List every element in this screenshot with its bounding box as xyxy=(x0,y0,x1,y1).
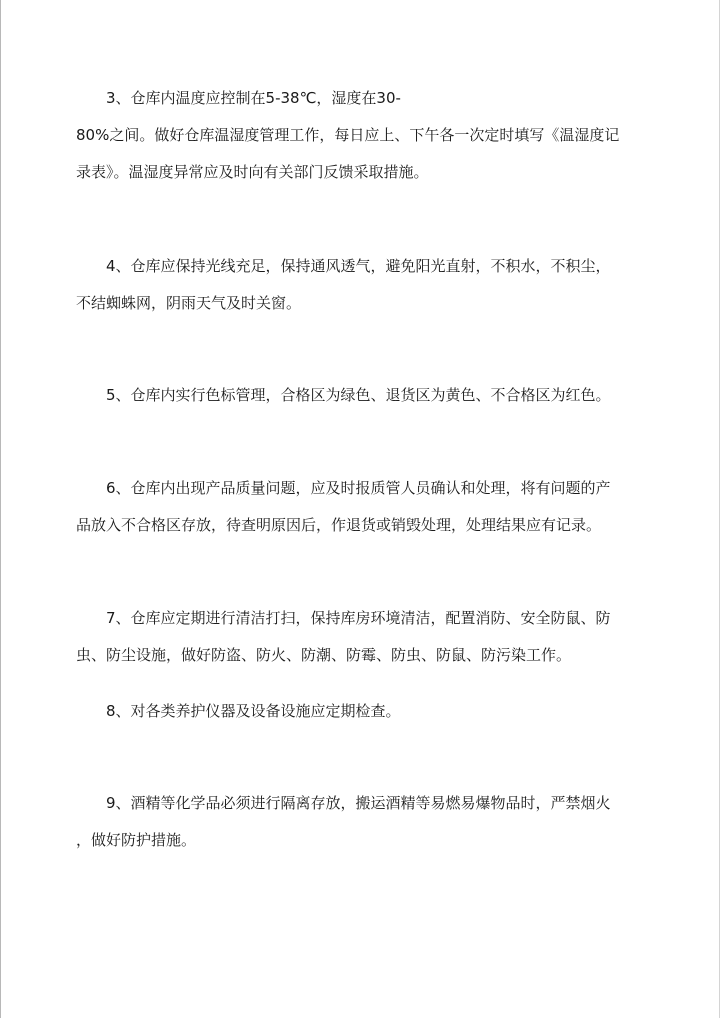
page-border-left xyxy=(0,0,1,1018)
rule-6-line-2: 品放入不合格区存放，待查明原因后，作退货或销毁处理，处理结果应有记录。 xyxy=(76,516,602,534)
rule-8-line-1: 8、对各类养护仪器及设备设施应定期检查。 xyxy=(106,702,401,720)
rule-5-line-1: 5、仓库内实行色标管理，合格区为绿色、退货区为黄色、不合格区为红色。 xyxy=(106,386,611,404)
rule-3-line-3: 录表》。温湿度异常应及时向有关部门反馈采取措施。 xyxy=(76,163,429,181)
rule-3-line-1: 3、仓库内温度应控制在5-38℃，湿度在30- xyxy=(106,89,401,107)
rule-7-line-1: 7、仓库应定期进行清洁打扫，保持库房环境清洁，配置消防、安全防鼠、防 xyxy=(106,609,611,627)
rule-4-line-1: 4、仓库应保持光线充足，保持通风透气，避免阳光直射，不积水，不积尘， xyxy=(106,257,611,275)
rule-3-line-2: 80%之间。做好仓库温湿度管理工作，每日应上、下午各一次定时填写《温湿度记 xyxy=(76,126,620,144)
rule-6-line-1: 6、仓库内出现产品质量问题，应及时报质管人员确认和处理，将有问题的产 xyxy=(106,479,611,497)
rule-9-line-2: ，做好防护措施。 xyxy=(76,831,197,849)
rule-9-line-1: 9、酒精等化学品必须进行隔离存放，搬运酒精等易燃易爆物品时，严禁烟火 xyxy=(106,794,611,812)
rule-7-line-2: 虫、防尘设施，做好防盗、防火、防潮、防霉、防虫、防鼠、防污染工作。 xyxy=(76,646,572,664)
rule-4-line-2: 不结蜘蛛网，阴雨天气及时关窗。 xyxy=(76,294,302,312)
